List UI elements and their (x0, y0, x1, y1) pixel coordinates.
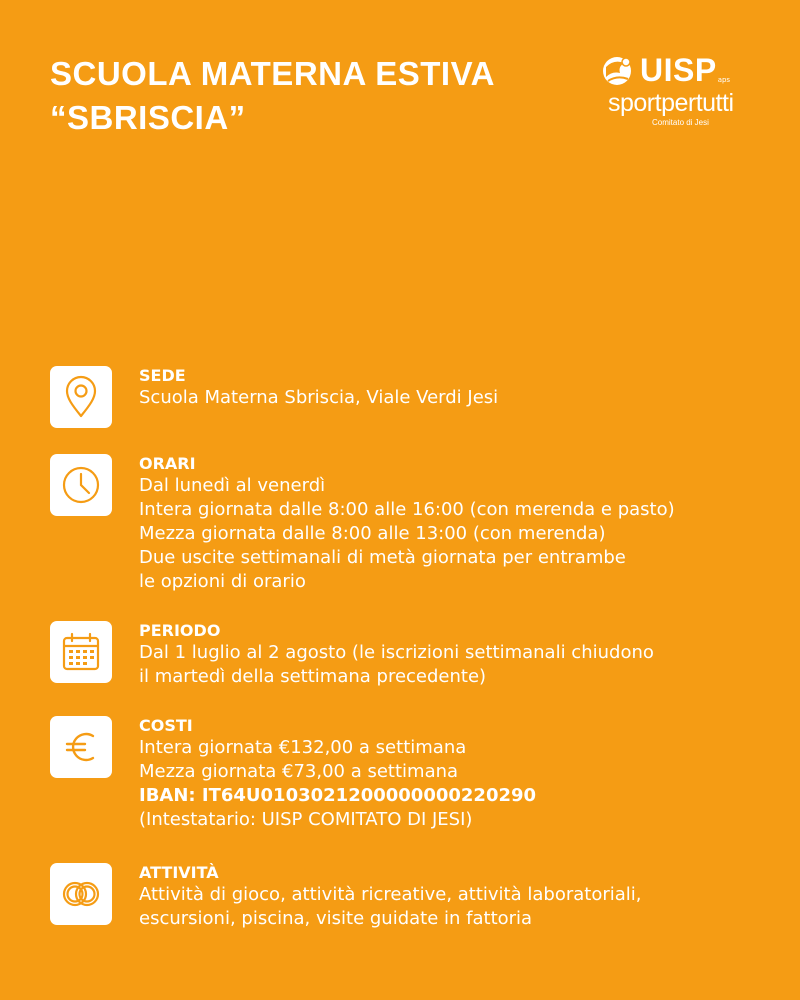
logo-slogan: sportpertutti (608, 89, 734, 117)
costi-icon-box (50, 716, 112, 778)
orari-line: le opzioni di orario (139, 571, 306, 592)
periodo-line: il martedì della settimana precedente) (139, 666, 487, 687)
periodo-label: PERIODO (139, 621, 221, 640)
title-line-2: “SBRISCIA” (50, 99, 246, 136)
orari-line: Due uscite settimanali di metà giornata per entrambe (139, 547, 626, 568)
sede-label: SEDE (139, 366, 186, 385)
costi-line: Mezza giornata €73,00 a settimana (139, 761, 459, 782)
orari-line: Dal lunedì al venerdì (139, 475, 326, 496)
attivita-icon-box (50, 863, 112, 925)
orari-line: Mezza giornata dalle 8:00 alle 13:00 (con merenda) (139, 523, 606, 544)
orari-label: ORARI (139, 454, 196, 473)
attivita-label: ATTIVITÀ (139, 863, 219, 882)
sede-line: Scuola Materna Sbriscia, Viale Verdi Jesi (139, 387, 499, 408)
calendar-icon (58, 629, 104, 675)
logo-brand-row (600, 52, 760, 88)
attivita-text (139, 863, 779, 931)
periodo-text (139, 621, 779, 689)
rings-icon (58, 871, 104, 917)
orari-text (139, 454, 779, 594)
title-line-1: SCUOLA MATERNA ESTIVA (50, 55, 495, 92)
costi-text (139, 716, 779, 832)
costi-line: (Intestatario: UISP COMITATO DI JESI) (139, 809, 473, 830)
orari-line: Intera giornata dalle 8:00 alle 16:00 (con merenda e pasto) (139, 499, 675, 520)
orari-icon-box (50, 454, 112, 516)
attivita-line: Attività di gioco, attività ricreative, attività laboratoriali, (139, 884, 642, 905)
periodo-icon-box (50, 621, 112, 683)
sede-text (139, 366, 779, 410)
costi-label: COSTI (139, 716, 193, 735)
attivita-line: escursioni, piscina, visite guidate in fattoria (139, 908, 533, 929)
logo-aps: aps (717, 76, 731, 84)
sede-icon-box (50, 366, 112, 428)
location-pin-icon (58, 374, 104, 420)
costi-iban: IBAN: IT64U0103021200000000220290 (139, 785, 537, 806)
clock-icon (58, 462, 104, 508)
uisp-logo (600, 52, 760, 147)
periodo-line: Dal 1 luglio al 2 agosto (le iscrizioni settimanali chiudono (139, 642, 654, 663)
euro-icon (58, 724, 104, 770)
costi-line: Intera giornata €132,00 a settimana (139, 737, 467, 758)
logo-brand: UISP (640, 52, 717, 88)
logo-committee: Comitato di Jesi (652, 118, 709, 127)
page-title (50, 52, 495, 140)
logo-runner-icon (600, 53, 636, 87)
